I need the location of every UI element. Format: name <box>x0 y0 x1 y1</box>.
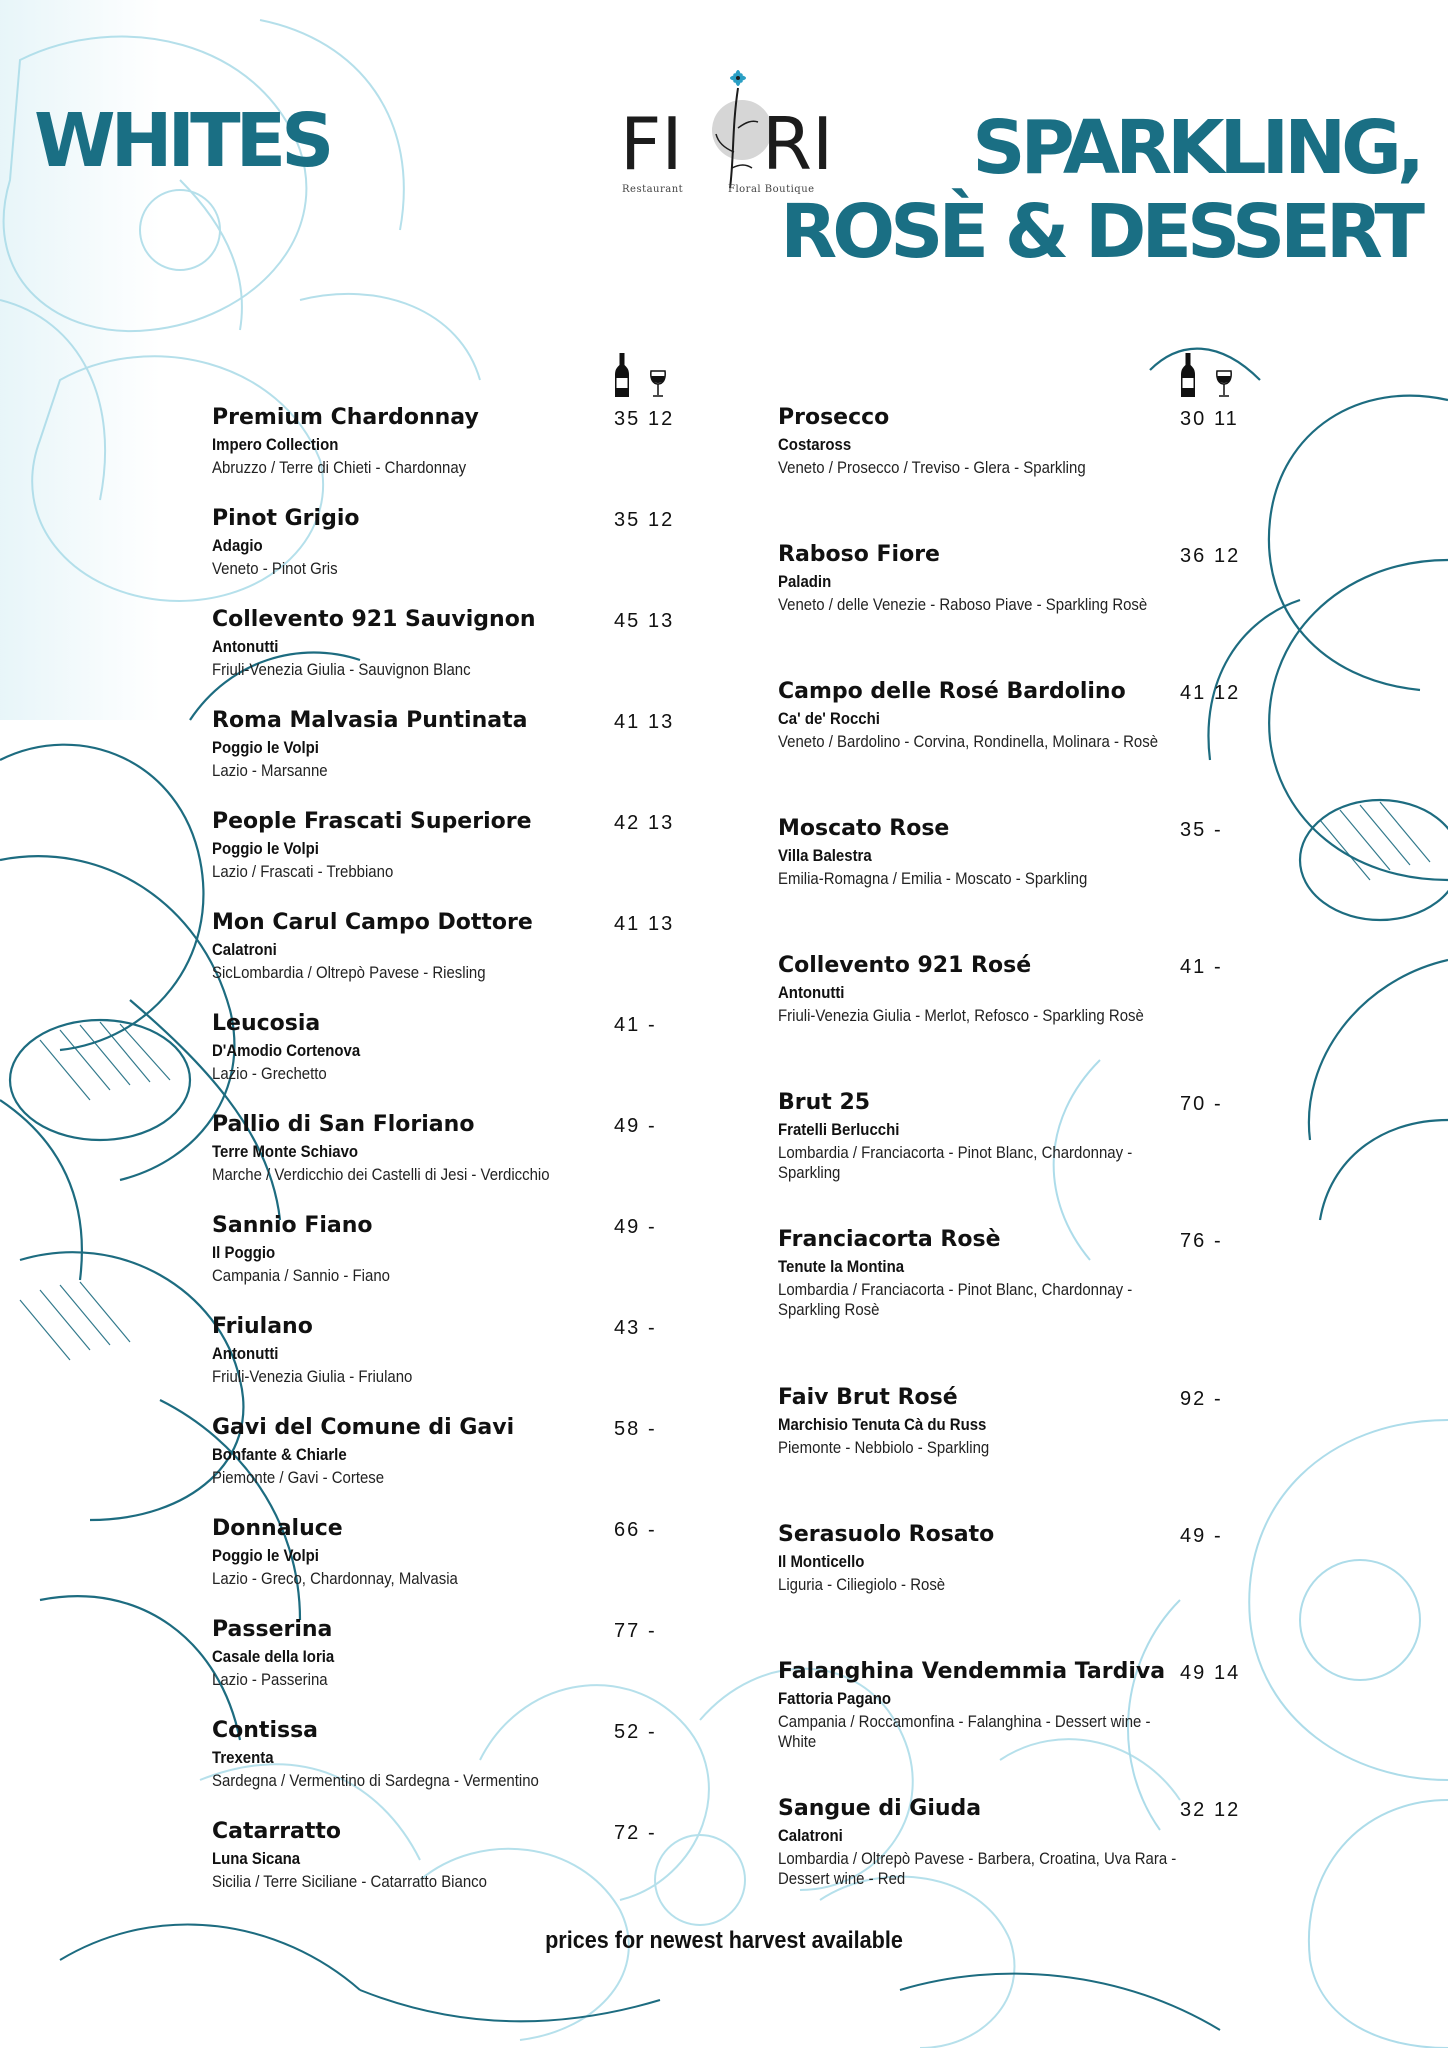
wine-producer: Costaross <box>778 435 852 454</box>
wine-item <box>778 1795 1248 1889</box>
wine-region: Liguria - Ciliegiolo - Rosè <box>778 1575 946 1594</box>
sparkling-title <box>780 106 1420 274</box>
wine-item <box>212 404 612 478</box>
bottle-price: 35 <box>614 408 641 430</box>
bottle-price: 45 <box>614 610 641 632</box>
wine-region: Lombardia / Oltrepò Pavese - Barbera, Croatina, Uva Rara - Dessert wine - Red <box>778 1849 1177 1888</box>
wine-item <box>212 606 612 680</box>
bottle-price: 36 <box>1180 545 1207 567</box>
sparkling-title-line2: ROSÈ & DESSERT <box>780 189 1420 275</box>
wine-item <box>212 1212 612 1286</box>
wine-item <box>212 808 612 882</box>
wine-region: Lazio - Marsanne <box>212 761 328 780</box>
wine-producer: Poggio le Volpi <box>212 839 319 858</box>
wine-producer: Casale della Ioria <box>212 1647 335 1666</box>
wine-item <box>212 1616 612 1690</box>
wine-name: Passerina <box>212 1617 333 1642</box>
wine-producer: Terre Monte Schiavo <box>212 1142 359 1161</box>
bottle-price: 49 <box>614 1115 641 1137</box>
wine-name: Collevento 921 Sauvignon <box>212 607 536 632</box>
bottle-price: 52 <box>614 1721 641 1743</box>
wine-producer: Fratelli Berlucchi <box>778 1120 900 1139</box>
wine-region: Emilia-Romagna / Emilia - Moscato - Sparkling <box>778 869 1088 888</box>
wine-region: Friuli-Venezia Giulia - Friulano <box>212 1367 413 1386</box>
wine-name: Pallio di San Floriano <box>212 1112 475 1137</box>
wine-name: Premium Chardonnay <box>212 405 479 430</box>
glass-price: - <box>1214 956 1223 978</box>
wine-item <box>212 1414 612 1488</box>
wine-name: Sangue di Giuda <box>778 1796 982 1821</box>
wine-glass-icon <box>648 370 668 398</box>
wine-item <box>778 952 1248 1026</box>
bottle-price: 43 <box>614 1317 641 1339</box>
wine-region: Piemonte - Nebbiolo - Sparkling <box>778 1438 990 1457</box>
glass-price: - <box>648 1317 657 1339</box>
wine-region: Abruzzo / Terre di Chieti - Chardonnay <box>212 458 467 477</box>
wine-region: Friuli-Venezia Giulia - Sauvignon Blanc <box>212 660 471 679</box>
wine-producer: Adagio <box>212 536 263 555</box>
glass-price: 13 <box>648 913 675 935</box>
glass-price: - <box>648 1014 657 1036</box>
wine-item <box>212 707 612 781</box>
wine-producer: Antonutti <box>212 637 279 656</box>
wine-name: Campo delle Rosé Bardolino <box>778 679 1126 704</box>
bottle-price: 41 <box>614 913 641 935</box>
glass-price: - <box>1214 1093 1223 1115</box>
footer-note: prices for newest harvest available <box>545 1927 903 1954</box>
wine-item <box>778 1226 1248 1320</box>
bottle-price: 92 <box>1180 1388 1207 1410</box>
glass-price: 12 <box>648 408 675 430</box>
wine-producer: Antonutti <box>212 1344 279 1363</box>
wine-name: Faiv Brut Rosé <box>778 1385 958 1410</box>
bottle-price: 77 <box>614 1620 641 1642</box>
wine-name: Gavi del Comune di Gavi <box>212 1415 515 1440</box>
wine-name: Friulano <box>212 1314 313 1339</box>
wine-producer: Poggio le Volpi <box>212 738 319 757</box>
bottle-price: 49 <box>1180 1662 1207 1684</box>
wine-producer: Bonfante & Chiarle <box>212 1445 347 1464</box>
bottle-price: 35 <box>1180 819 1207 841</box>
wine-producer: Calatroni <box>778 1826 843 1845</box>
bottle-price: 72 <box>614 1822 641 1844</box>
glass-price: - <box>648 1620 657 1642</box>
glass-price: 12 <box>1214 1799 1241 1821</box>
glass-price: 12 <box>1214 682 1241 704</box>
wine-region: Lazio / Frascati - Trebbiano <box>212 862 394 881</box>
wine-name: Roma Malvasia Puntinata <box>212 708 528 733</box>
logo-sub-right: Floral Boutique <box>728 184 815 195</box>
wine-region: Veneto - Pinot Gris <box>212 559 338 578</box>
wine-name: Contissa <box>212 1718 319 1743</box>
bottle-price: 41 <box>1180 682 1207 704</box>
wine-item <box>212 1717 612 1791</box>
bottle-price: 32 <box>1180 1799 1207 1821</box>
bottle-icon <box>614 352 630 398</box>
wine-producer: Villa Balestra <box>778 846 872 865</box>
wine-name: Catarratto <box>212 1819 342 1844</box>
wine-producer: Ca' de' Rocchi <box>778 709 880 728</box>
glass-price: 13 <box>648 711 675 733</box>
wine-item <box>212 1515 612 1589</box>
wine-region: Piemonte / Gavi - Cortese <box>212 1468 385 1487</box>
wine-item <box>778 815 1248 889</box>
wine-item <box>778 541 1248 615</box>
glass-price: - <box>1214 1525 1223 1547</box>
wine-name: Mon Carul Campo Dottore <box>212 910 533 935</box>
bottle-price: 70 <box>1180 1093 1207 1115</box>
logo-word-right: RI <box>762 102 834 186</box>
bottle-price: 41 <box>614 711 641 733</box>
wine-producer: Il Poggio <box>212 1243 276 1262</box>
whites-price-header <box>612 352 672 400</box>
wine-region: Campania / Roccamonfina - Falanghina - Dessert wine - White <box>778 1712 1151 1751</box>
wine-item <box>212 909 612 983</box>
bottle-price: 49 <box>614 1216 641 1238</box>
wine-producer: Fattoria Pagano <box>778 1689 892 1708</box>
glass-price: - <box>648 1418 657 1440</box>
wine-region: Lombardia / Franciacorta - Pinot Blanc, Chardonnay - Sparkling Rosè <box>778 1280 1133 1319</box>
glass-price: - <box>1214 819 1223 841</box>
fiori-logo <box>610 66 850 206</box>
glass-price: 13 <box>648 610 675 632</box>
sparkling-price-header <box>1178 352 1238 400</box>
wine-name: People Frascati Superiore <box>212 809 532 834</box>
wine-producer: Impero Collection <box>212 435 339 454</box>
wine-name: Raboso Fiore <box>778 542 940 567</box>
bottle-price: 41 <box>614 1014 641 1036</box>
wine-item <box>778 404 1248 478</box>
wine-name: Sannio Fiano <box>212 1213 373 1238</box>
wine-name: Donnaluce <box>212 1516 343 1541</box>
logo-sub-left: Restaurant <box>622 184 684 195</box>
wine-item <box>778 678 1248 752</box>
wine-item <box>212 1111 612 1185</box>
bottle-price: 58 <box>614 1418 641 1440</box>
wine-region: Lazio - Passerina <box>212 1670 328 1689</box>
wine-region: Veneto / Bardolino - Corvina, Rondinella, Molinara - Rosè <box>778 732 1159 751</box>
wine-region: Lombardia / Franciacorta - Pinot Blanc, Chardonnay - Sparkling <box>778 1143 1133 1182</box>
wine-producer: Calatroni <box>212 940 277 959</box>
wine-producer: Luna Sicana <box>212 1849 301 1868</box>
whites-title: WHITES <box>34 98 330 184</box>
glass-price: 12 <box>648 509 675 531</box>
wine-region: Friuli-Venezia Giulia - Merlot, Refosco - Sparkling Rosè <box>778 1006 1144 1025</box>
wine-item <box>778 1384 1248 1458</box>
wine-region: Veneto / Prosecco / Treviso - Glera - Sparkling <box>778 458 1086 477</box>
wine-producer: D'Amodio Cortenova <box>212 1041 361 1060</box>
wine-region: Campania / Sannio - Fiano <box>212 1266 390 1285</box>
wine-item <box>778 1089 1248 1183</box>
glass-price: 14 <box>1214 1662 1241 1684</box>
bottle-price: 76 <box>1180 1230 1207 1252</box>
glass-price: - <box>648 1721 657 1743</box>
wine-region: Veneto / delle Venezie - Raboso Piave - Sparkling Rosè <box>778 595 1148 614</box>
wine-name: Brut 25 <box>778 1090 871 1115</box>
glass-price: - <box>1214 1388 1223 1410</box>
bottle-price: 41 <box>1180 956 1207 978</box>
wine-producer: Il Monticello <box>778 1552 865 1571</box>
wine-name: Falanghina Vendemmia Tardiva <box>778 1659 1166 1684</box>
wine-glass-icon <box>1214 370 1234 398</box>
logo-word-left: FI <box>620 102 683 186</box>
bottle-price: 66 <box>614 1519 641 1541</box>
wine-producer: Trexenta <box>212 1748 274 1767</box>
wine-region: Sardegna / Vermentino di Sardegna - Vermentino <box>212 1771 539 1790</box>
glass-price: - <box>648 1519 657 1541</box>
glass-price: - <box>1214 1230 1223 1252</box>
glass-price: - <box>648 1822 657 1844</box>
wine-name: Prosecco <box>778 405 890 430</box>
glass-price: 12 <box>1214 545 1241 567</box>
wine-name: Pinot Grigio <box>212 506 360 531</box>
wine-item <box>212 1818 612 1892</box>
wine-producer: Marchisio Tenuta Cà du Russ <box>778 1415 987 1434</box>
wine-region: SicLombardia / Oltrepò Pavese - Riesling <box>212 963 486 982</box>
bottle-icon <box>1180 352 1196 398</box>
wine-producer: Paladin <box>778 572 832 591</box>
wine-producer: Antonutti <box>778 983 845 1002</box>
wine-region: Marche / Verdicchio dei Castelli di Jesi - Verdicchio <box>212 1165 550 1184</box>
wine-name: Serasuolo Rosato <box>778 1522 995 1547</box>
bottle-price: 30 <box>1180 408 1207 430</box>
sparkling-title-line1: SPARKLING, <box>972 105 1420 191</box>
wine-region: Lazio - Grechetto <box>212 1064 327 1083</box>
wine-item <box>212 1313 612 1387</box>
wine-region: Lazio - Greco, Chardonnay, Malvasia <box>212 1569 458 1588</box>
wine-item <box>212 505 612 579</box>
glass-price: 13 <box>648 812 675 834</box>
bottle-price: 42 <box>614 812 641 834</box>
glass-price: - <box>648 1115 657 1137</box>
wine-item <box>778 1658 1248 1752</box>
wine-name: Moscato Rose <box>778 816 950 841</box>
bottle-price: 49 <box>1180 1525 1207 1547</box>
wine-producer: Poggio le Volpi <box>212 1546 319 1565</box>
wine-item <box>212 1010 612 1084</box>
wine-item <box>778 1521 1248 1595</box>
glass-price: 11 <box>1214 408 1239 430</box>
wine-name: Franciacorta Rosè <box>778 1227 1001 1252</box>
wine-region: Sicilia / Terre Siciliane - Catarratto Bianco <box>212 1872 487 1891</box>
bottle-price: 35 <box>614 509 641 531</box>
glass-price: - <box>648 1216 657 1238</box>
wine-name: Leucosia <box>212 1011 321 1036</box>
wine-name: Collevento 921 Rosé <box>778 953 1032 978</box>
wine-producer: Tenute la Montina <box>778 1257 905 1276</box>
